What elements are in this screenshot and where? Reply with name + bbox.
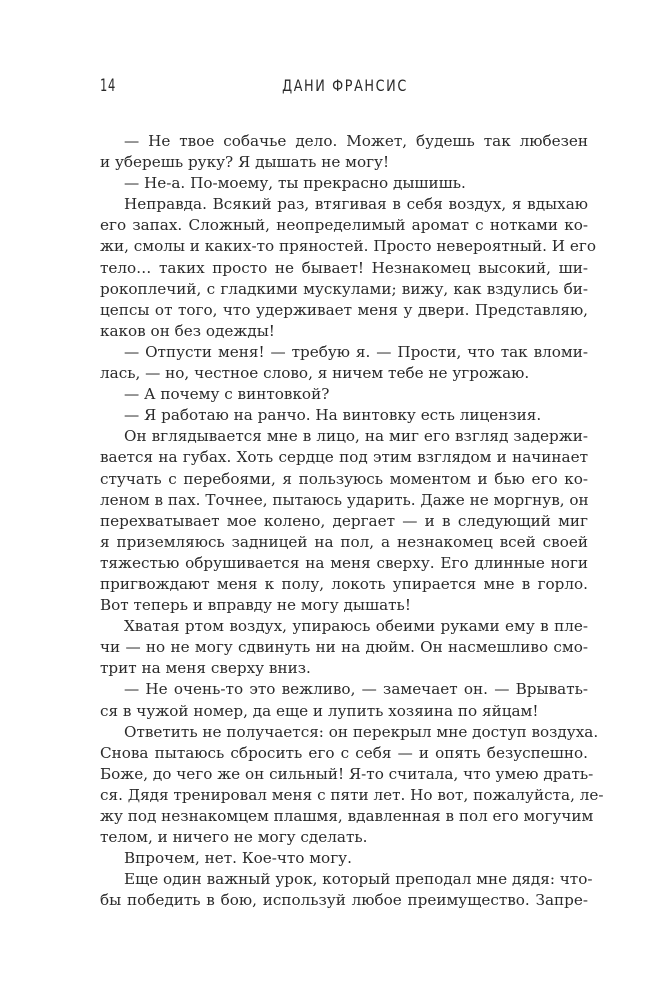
text-line: Снова пытаюсь сбросить его с себя — и опять безуспешно. bbox=[100, 743, 588, 762]
text-line: стучать с перебоями, я пользуюсь моментом и бью его ко- bbox=[100, 469, 588, 488]
text-line: лась, — но, честное слово, я ничем тебе не угрожаю. bbox=[100, 364, 530, 383]
text-line: Еще один важный урок, который преподал мне дядя: что- bbox=[124, 870, 593, 889]
text-line: жу под незнакомцем плашмя, вдавленная в пол его могучим bbox=[100, 807, 594, 825]
text-line: телом, и ничего не могу сделать. bbox=[100, 828, 368, 847]
page-number: 14 bbox=[100, 76, 117, 96]
text-line: рокоплечий, с гладкими мускулами; вижу, как вздулись би- bbox=[100, 279, 588, 298]
body-text bbox=[100, 131, 604, 911]
text-line: чи — но не могу сдвинуть ни на дюйм. Он насмешливо смо- bbox=[100, 638, 588, 657]
text-line: — Не твое собачье дело. Может, будешь так любезен bbox=[124, 132, 588, 150]
text-line: тело… таких просто не бывает! Незнакомец высокий, ши- bbox=[100, 258, 588, 277]
text-line: Ответить не получается: он перекрыл мне доступ воздуха. bbox=[124, 722, 599, 741]
text-line: ся в чужой номер, да еще и лупить хозяина по яйцам! bbox=[100, 701, 539, 720]
text-line: тяжестью обрушивается на меня сверху. Его длинные ноги bbox=[100, 553, 588, 572]
text-line: я приземляюсь задницей на пол, а незнакомец всей своей bbox=[100, 532, 588, 551]
text-line: Он вглядывается мне в лицо, на миг его взгляд задержи- bbox=[124, 427, 588, 446]
text-line: пригвождают меня к полу, локоть упирается мне в горло. bbox=[100, 574, 588, 593]
text-line: Неправда. Всякий раз, втягивая в себя воздух, я вдыхаю bbox=[124, 195, 588, 214]
text-line: цепсы от того, что удерживает меня у двери. Представляю, bbox=[100, 300, 588, 319]
text-line: каков он без одежды! bbox=[100, 321, 275, 340]
text-line: — Не очень-то это вежливо, — замечает он. — Врывать- bbox=[124, 680, 588, 699]
text-line: вается на губах. Хоть сердце под этим взглядом и начинает bbox=[100, 448, 588, 467]
text-line: — Отпусти меня! — требую я. — Прости, что так вломи- bbox=[124, 342, 588, 361]
text-line: Боже, до чего же он сильный! Я-то считала, что умею драть- bbox=[100, 764, 594, 783]
text-line: леном в пах. Точнее, пытаюсь ударить. Даже не моргнув, он bbox=[100, 490, 589, 509]
text-line: перехватывает мое колено, дергает — и в следующий миг bbox=[100, 511, 588, 530]
text-line: Хватая ртом воздух, упираюсь обеими руками ему в пле- bbox=[124, 617, 588, 636]
running-header-author: ДАНИ ФРАНСИС bbox=[282, 76, 408, 95]
text-line: трит на меня сверху вниз. bbox=[100, 659, 311, 678]
text-line: бы победить в бою, используй любое преимущество. Запре- bbox=[100, 891, 588, 910]
text-line: — А почему с винтовкой? bbox=[124, 385, 330, 404]
text-line: его запах. Сложный, неопределимый аромат с нотками ко- bbox=[100, 216, 588, 235]
text-line: ся. Дядя тренировал меня с пяти лет. Но вот, пожалуйста, ле- bbox=[100, 785, 604, 804]
text-line: и уберешь руку? Я дышать не могу! bbox=[100, 153, 390, 172]
text-line: — Я работаю на ранчо. На винтовку есть лицензия. bbox=[124, 406, 542, 425]
text-line: — Не-а. По-моему, ты прекрасно дышишь. bbox=[124, 174, 466, 193]
text-line: Впрочем, нет. Кое-что могу. bbox=[124, 849, 352, 868]
text-line: жи, смолы и каких-то пряностей. Просто невероятный. И его bbox=[100, 237, 596, 256]
text-line: Вот теперь и вправду не могу дышать! bbox=[100, 596, 411, 615]
